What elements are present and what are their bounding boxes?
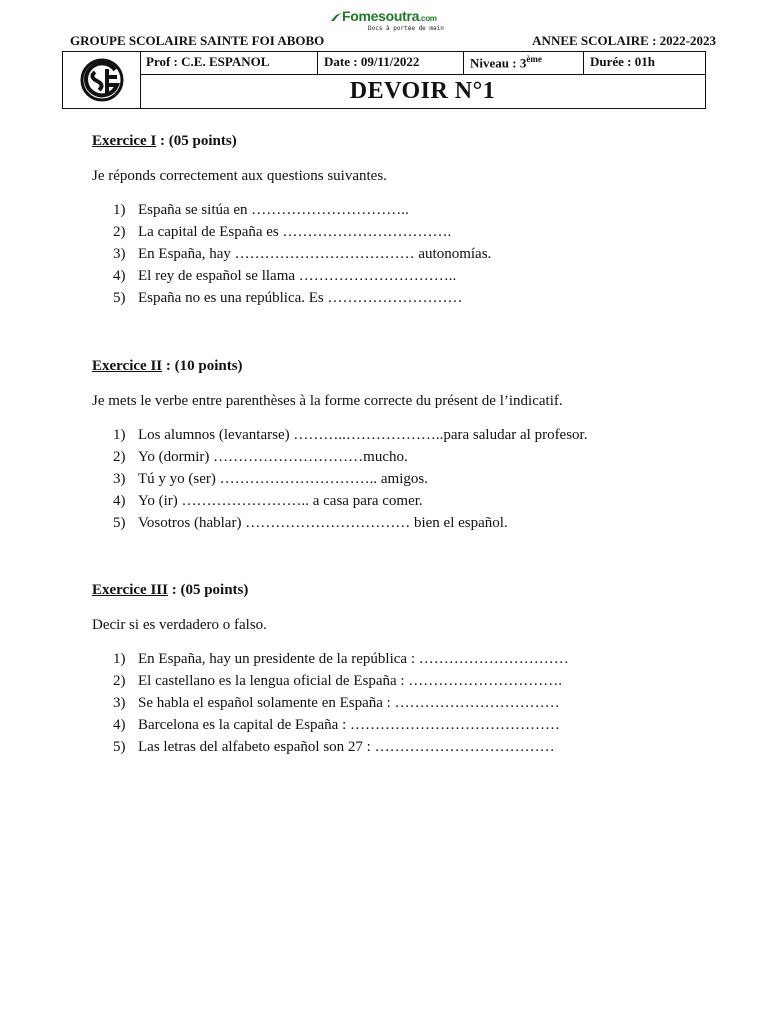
school-name: GROUPE SCOLAIRE SAINTE FOI ABOBO — [70, 33, 325, 48]
list-item: 1) En España, hay un presidente de la república : ………………………… — [113, 651, 569, 667]
watermark-brand: Fomesoutra.com — [342, 8, 437, 24]
exercise-1 — [92, 133, 712, 309]
exam-info-row — [140, 52, 705, 75]
list-item: 2) El castellano es la lengua oficial de España : …………………………. — [113, 673, 563, 689]
list-item: 4) Yo (ir) …………………….. a casa para comer. — [113, 493, 423, 509]
exercise-heading: Exercice II : (10 points) — [92, 358, 243, 374]
exam-header-box — [62, 51, 706, 109]
exercise-heading: Exercice I : (05 points) — [92, 133, 237, 149]
list-item: 3) Se habla el español solamente en España : …………………………… — [113, 695, 560, 711]
gsf-logo-icon — [71, 55, 133, 105]
fomesoutra-watermark — [328, 8, 444, 36]
list-item: 4) Barcelona es la capital de España : …………………………………… — [113, 717, 560, 733]
list-item: 3) En España, hay ……………………………… autonomías. — [113, 246, 492, 262]
exercise-instruction: Je réponds correctement aux questions suivantes. — [92, 168, 387, 184]
list-item: 4) El rey de español se llama ………………………….. — [113, 268, 457, 284]
exercise-3 — [92, 582, 712, 758]
exam-title: DEVOIR N°1 — [349, 77, 496, 104]
question-list — [92, 199, 712, 309]
question-list — [92, 648, 712, 758]
swoosh-icon — [330, 12, 342, 22]
list-item: 5) España no es una república. Es ……………………… — [113, 290, 463, 306]
list-item: 2) La capital de España es ……………………………. — [113, 224, 452, 240]
exercise-2 — [92, 358, 712, 534]
prof-cell: Prof : C.E. ESPANOL — [140, 52, 318, 74]
list-item: 1) Los alumnos (levantarse) ………..………………..para saludar al profesor. — [113, 427, 588, 443]
question-list — [92, 424, 712, 534]
school-logo — [63, 52, 141, 108]
school-year: ANNEE SCOLAIRE : 2022-2023 — [532, 33, 716, 48]
list-item: 2) Yo (dormir) …………………………mucho. — [113, 449, 408, 465]
exam-content — [92, 133, 712, 806]
exercise-instruction: Je mets le verbe entre parenthèses à la forme correcte du présent de l’indicatif. — [92, 393, 563, 409]
list-item: 5) Vosotros (hablar) …………………………… bien el español. — [113, 515, 508, 531]
exercise-instruction: Decir si es verdadero o falso. — [92, 617, 267, 633]
duree-cell: Durée : 01h — [590, 54, 655, 69]
list-item: 1) España se sitúa en ………………………….. — [113, 202, 409, 218]
exercise-heading: Exercice III : (05 points) — [92, 582, 249, 598]
watermark-tagline: Docs à portée de main — [368, 25, 444, 32]
list-item: 5) Las letras del alfabeto español son 27 : ……………………………… — [113, 739, 555, 755]
niveau-cell: Niveau : 3ème — [464, 52, 584, 74]
list-item: 3) Tú y yo (ser) ………………………….. amigos. — [113, 471, 428, 487]
date-cell: Date : 09/11/2022 — [318, 52, 464, 74]
